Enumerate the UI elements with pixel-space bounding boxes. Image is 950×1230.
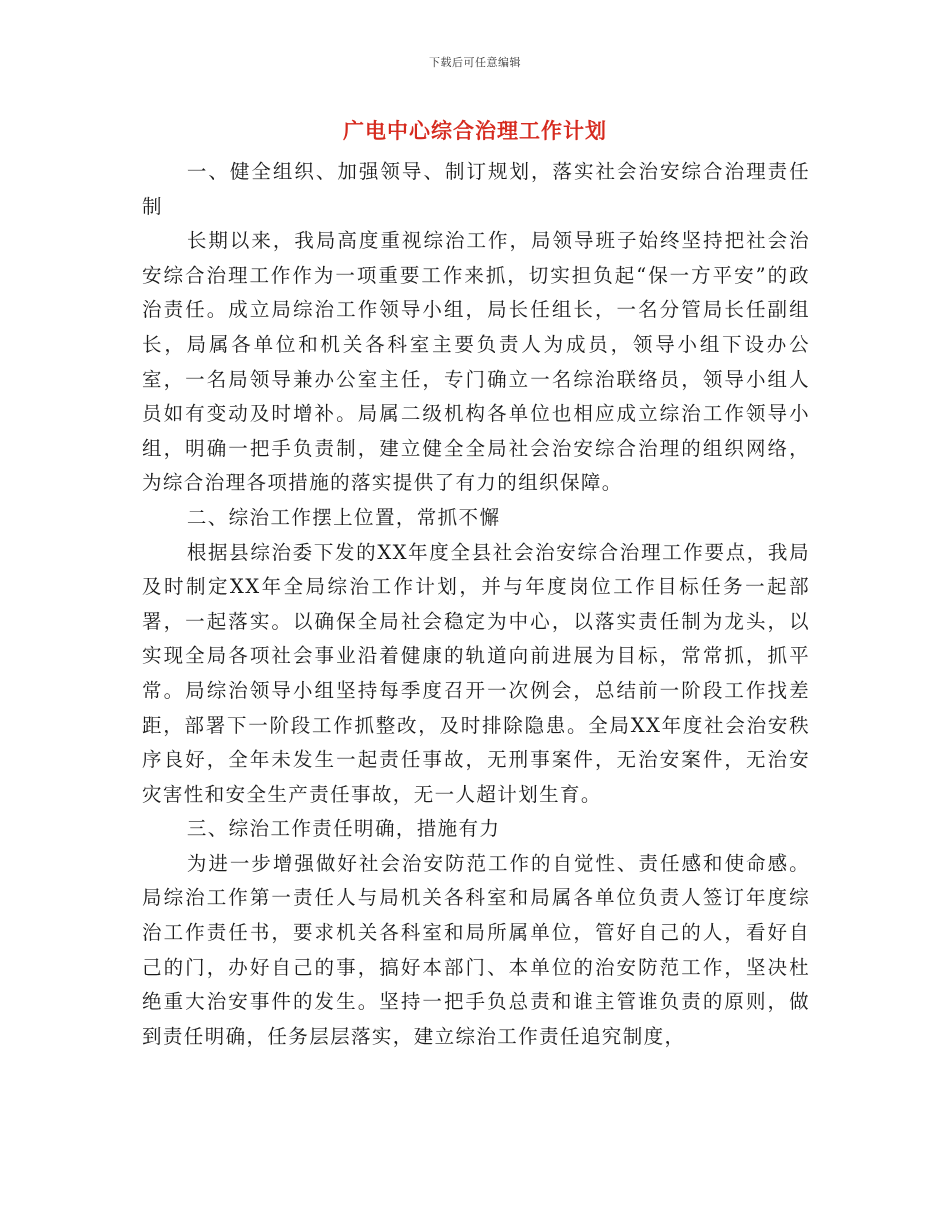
section-heading-2: 二、综治工作摆上位置，常抓不懈 [186,505,501,529]
body-paragraph-3: 为进一步增强做好社会治安防范工作的自觉性、责任感和使命感。局综治工作第一责任人与局机关各科室和局属各单位负责人签订年度综治工作责任书，要求机关各科室和局所属单位，管好自己的人，看好自己的门，办好自己的事，搞好本部门、本单位的治安防范工作，坚决杜绝重大治安事件的发生。坚持一把手负总责和谁主管谁负责的原则，做到责任明确，任务层层落实，建立综治工作责任追究制度， [142,851,810,1048]
section-heading-1: 一、健全组织、加强领导、制订规划，落实社会治安综合治理责任制 [142,160,810,218]
document-body [142,155,810,1054]
body-paragraph-1: 长期以来，我局高度重视综治工作，局领导班子始终坚持把社会治安综合治理工作作为一项重要工作来抓，切实担负起“保一方平安”的政治责任。成立局综治工作领导小组，局长任组长，一名分管局长任副组长，局属各单位和机关各科室主要负责人为成员，领导小组下设办公室，一名局领导兼办公室主任，专门确立一名综治联络员，领导小组人员如有变动及时增补。局属二级机构各单位也相应成立综治工作领导小组，明确一把手负责制，建立健全全局社会治安综合治理的组织网络，为综合治理各项措施的落实提供了有力的组织保障。 [142,229,810,495]
document-title: 广电中心综合治理工作计划 [343,119,607,143]
body-paragraph-2: 根据县综治委下发的XX年度全县社会治安综合治理工作要点，我局及时制定XX年全局综治工作计划，并与年度岗位工作目标任务一起部署，一起落实。以确保全局社会稳定为中心，以落实责任制为龙头，以实现全局各项社会事业沿着健康的轨道向前进展为目标，常常抓，抓平常。局综治领导小组坚持每季度召开一次例会，总结前一阶段工作找差距，部署下一阶段工作抓整改，及时排除隐患。全局XX年度社会治安秩序良好，全年未发生一起责任事故，无刑事案件，无治安案件，无治安灾害性和安全生产责任事故，无一人超计划生育。 [142,540,810,806]
section-heading-3: 三、综治工作责任明确，措施有力 [186,817,501,841]
header-note: 下载后可任意编辑 [429,56,521,69]
